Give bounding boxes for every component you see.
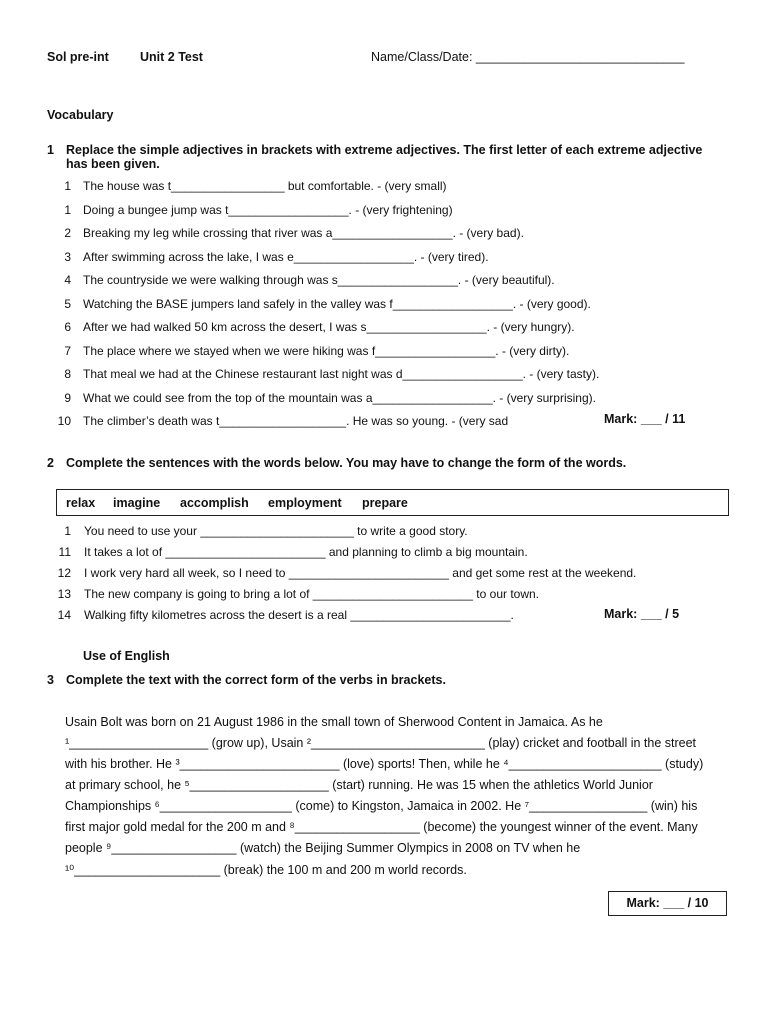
question-3-mark-box: Mark: ___ / 10 bbox=[608, 891, 727, 916]
item-number: 5 bbox=[64, 296, 71, 311]
item-number: 2 bbox=[64, 226, 71, 240]
text-line[interactable]: at primary school, he ⁵____________________ (start) running. He was 15 when the athletics World Junior bbox=[65, 778, 653, 792]
question-1-instruction-continued: has been given. bbox=[66, 157, 160, 171]
text-line[interactable]: people ⁹__________________ (watch) the Beijing Summer Olympics in 2008 on TV when he bbox=[65, 841, 581, 855]
question-2-instruction: Complete the sentences with the words below. You may have to change the form of the words. bbox=[66, 456, 627, 470]
section-title-use-of-english: Use of English bbox=[83, 649, 170, 663]
item-number: 10 bbox=[57, 414, 71, 428]
item-text[interactable]: The countryside we were walking through was s__________________. - (very beautiful). bbox=[83, 273, 555, 287]
item-number: 14 bbox=[57, 608, 71, 622]
item-text[interactable]: What we could see from the top of the mountain was a__________________. - (very surprising). bbox=[83, 390, 596, 405]
item-number: 6 bbox=[64, 320, 71, 334]
item-number: 1 bbox=[64, 179, 71, 193]
item-number: 1 bbox=[64, 524, 71, 538]
item-text[interactable]: Breaking my leg while crossing that river was a__________________. - (very bad). bbox=[83, 226, 524, 240]
text-line[interactable]: with his brother. He ³_______________________ (love) sports! Then, while he ⁴______________________ (study) bbox=[65, 757, 704, 771]
text-line[interactable]: Usain Bolt was born on 21 August 1986 in the small town of Sherwood Content in Jamaica. As he bbox=[65, 715, 603, 729]
item-number: 1 bbox=[64, 202, 71, 217]
question-1-instruction: Replace the simple adjectives in brackets with extreme adjectives. The first letter of each extreme adjective bbox=[66, 143, 703, 157]
word-prepare: prepare bbox=[362, 496, 408, 510]
item-number: 12 bbox=[57, 566, 71, 580]
course-name: Sol pre-int bbox=[47, 50, 109, 64]
name-class-date-field[interactable]: Name/Class/Date: ______________________________ bbox=[371, 50, 685, 64]
item-number: 13 bbox=[57, 587, 71, 601]
item-text[interactable]: It takes a lot of ________________________ and planning to climb a big mountain. bbox=[84, 545, 528, 559]
text-line[interactable]: ¹⁰_____________________ (break) the 100 m and 200 m world records. bbox=[65, 863, 467, 877]
text-line[interactable]: ¹____________________ (grow up), Usain ²_________________________ (play) cricket and football in the street bbox=[65, 736, 697, 750]
question-3-instruction: Complete the text with the correct form of the verbs in brackets. bbox=[66, 673, 446, 687]
item-text[interactable]: The place where we stayed when we were hiking was f__________________. - (very dirty). bbox=[83, 343, 570, 358]
word-imagine: imagine bbox=[113, 496, 161, 510]
word-employment: employment bbox=[268, 496, 342, 510]
text-line[interactable]: Championships ⁶___________________ (come) to Kingston, Jamaica in 2002. He ⁷_________________ (win) his bbox=[65, 799, 698, 813]
item-text[interactable]: Walking fifty kilometres across the desert is a real ________________________. bbox=[84, 608, 514, 622]
item-number: 4 bbox=[64, 273, 71, 287]
unit-title: Unit 2 Test bbox=[140, 50, 203, 64]
item-number: 7 bbox=[64, 343, 71, 358]
item-text[interactable]: You need to use your _______________________ to write a good story. bbox=[84, 524, 468, 538]
question-2-mark: Mark: ___ / 5 bbox=[604, 607, 680, 621]
item-text[interactable]: I work very hard all week, so I need to ________________________ and get some rest at the weekend. bbox=[84, 566, 637, 580]
item-text[interactable]: That meal we had at the Chinese restaurant last night was d__________________. - (very tasty). bbox=[83, 367, 600, 381]
word-accomplish: accomplish bbox=[180, 496, 249, 510]
item-number: 8 bbox=[64, 367, 71, 381]
item-text[interactable]: Doing a bungee jump was t__________________. - (very frightening) bbox=[83, 202, 453, 217]
item-number: 3 bbox=[64, 249, 71, 264]
question-number-1: 1 bbox=[47, 143, 54, 157]
section-title-vocabulary: Vocabulary bbox=[47, 108, 114, 122]
item-number: 11 bbox=[58, 545, 71, 559]
item-text[interactable]: After swimming across the lake, I was e__________________. - (very tired). bbox=[83, 249, 489, 264]
item-text[interactable]: Watching the BASE jumpers land safely in the valley was f__________________. - (very good). bbox=[83, 296, 591, 311]
question-1-mark: Mark: ___ / 11 bbox=[604, 412, 686, 426]
question-number-3: 3 bbox=[47, 673, 54, 687]
item-text[interactable]: The climber’s death was t___________________. He was so young. - (very sad bbox=[83, 414, 509, 428]
item-text[interactable]: The house was t_________________ but comfortable. - (very small) bbox=[83, 179, 447, 193]
word-relax: relax bbox=[66, 496, 96, 510]
item-text[interactable]: The new company is going to bring a lot of ________________________ to our town. bbox=[84, 587, 540, 601]
word-box bbox=[56, 489, 729, 516]
item-text[interactable]: After we had walked 50 km across the desert, I was s__________________. - (very hungry). bbox=[83, 320, 575, 334]
question-number-2: 2 bbox=[47, 456, 54, 470]
text-line[interactable]: first major gold medal for the 200 m and ⁸__________________ (become) the youngest winner of the event. Many bbox=[65, 820, 698, 834]
item-number: 9 bbox=[64, 390, 71, 405]
